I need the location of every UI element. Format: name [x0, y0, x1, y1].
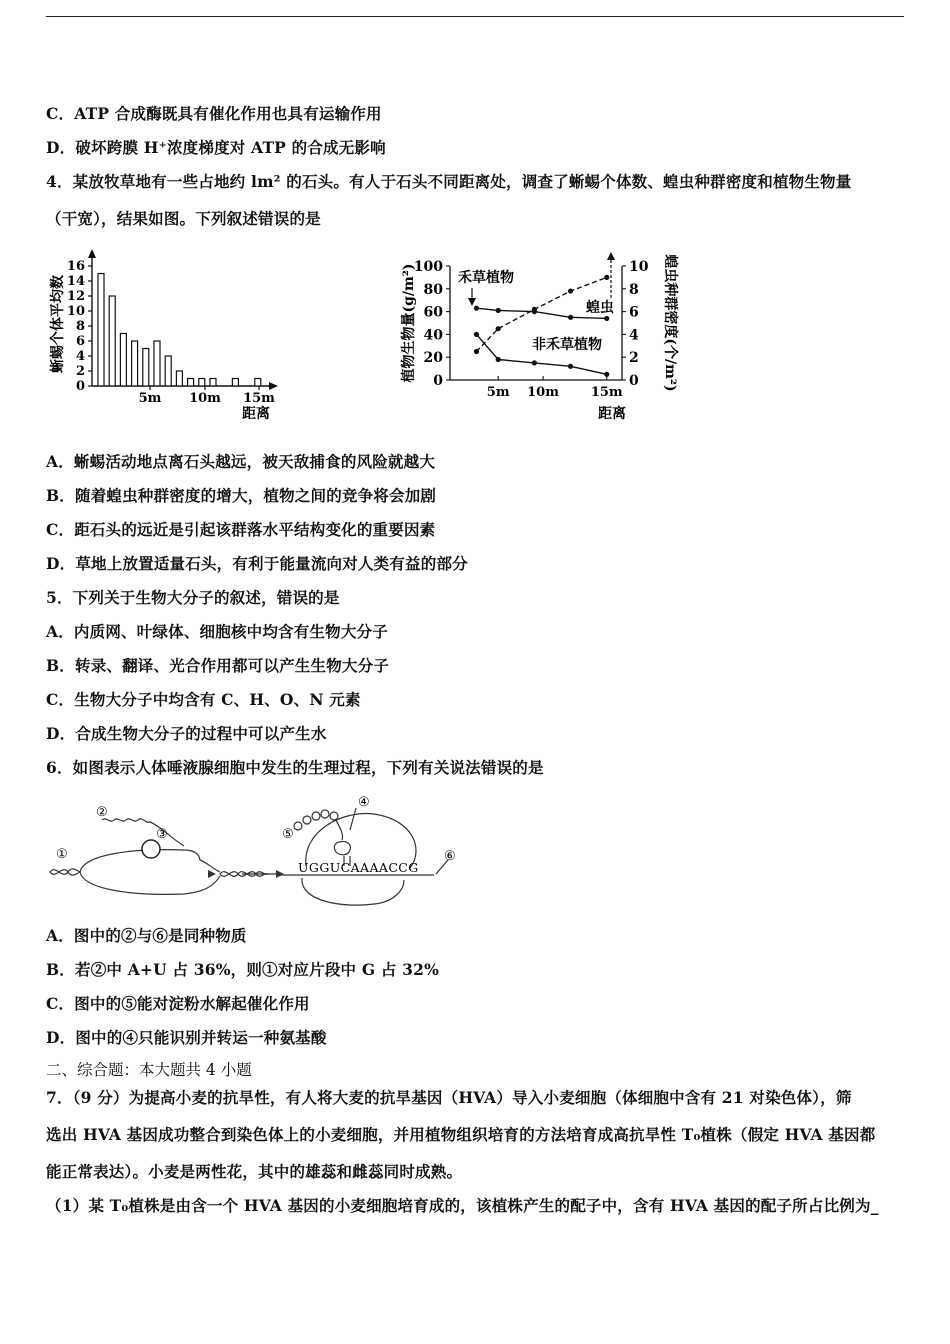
q7-line3: 能正常表达）。小麦是两性花，其中的雄蕊和雌蕊同时成熟。 [46, 1162, 463, 1181]
chart1-bar [188, 379, 194, 387]
chart1-bar [210, 379, 216, 387]
chart1-x-arrow [269, 382, 278, 390]
q6-option-d: D．图中的④只能识别并转运一种氨基酸 [46, 1028, 327, 1047]
mrna-sequence: UGGUCAAAACCG [298, 860, 419, 875]
chart2-left-tick-label: 100 [413, 259, 443, 275]
q3-option-c: C．ATP 合成酶既具有催化作用也具有运输作用 [46, 104, 382, 123]
process-arrowhead [276, 870, 284, 878]
chart1-bar [232, 379, 238, 387]
top-rule [46, 16, 904, 17]
q4-option-b: B．随着蝗虫种群密度的增大，植物之间的竞争将会加剧 [46, 486, 437, 505]
chart2-left-tick-label: 40 [423, 327, 443, 344]
chart1-bar [109, 296, 115, 386]
chart1-bar [120, 334, 126, 387]
chart2-point [474, 332, 479, 337]
chart2-point [532, 360, 537, 365]
annotation-nongrass: 非禾草植物 [532, 337, 602, 353]
chart2-ylabel-right: 蝗虫种群密度(个/m²) [662, 254, 678, 392]
chart2-right-tick-label: 8 [629, 281, 639, 298]
chart2-left-tick-label: 60 [423, 304, 443, 321]
chart2-point [496, 326, 501, 331]
q4-option-a: A．蜥蜴活动地点离石头越远，被天敌捕食的风险就越大 [46, 452, 436, 471]
chart2-right-tick-label: 2 [629, 350, 639, 367]
transcription-translation-diagram [44, 790, 464, 910]
chart1-ytick-label: 0 [75, 379, 85, 394]
chart1-bar [143, 349, 149, 387]
chart2-ylabel-left: 植物生物量(g/m²) [401, 263, 417, 383]
q5-option-d: D．合成生物大分子的过程中可以产生水 [46, 724, 327, 743]
q7-line2: 选出 HVA 基因成功整合到染色体上的小麦细胞，并用植物组织培育的方法培育成高抗旱性 T₀植株（假定 HVA 基因都 [46, 1125, 876, 1144]
chart2-left-tick-label: 20 [423, 350, 443, 367]
chart2-right-tick-label: 4 [629, 327, 639, 344]
q4-stem-line2: （干宽），结果如图。下列叙述错误的是 [46, 209, 321, 228]
q3-option-d: D．破坏跨膜 H⁺浓度梯度对 ATP 的合成无影响 [46, 138, 386, 157]
chart2-point [532, 307, 537, 312]
chart1-xtick-label: 5m [138, 391, 162, 406]
chart2-point [496, 357, 501, 362]
chart1-ytick-label: 4 [75, 349, 85, 364]
chart1-ytick-label: 2 [75, 364, 85, 379]
q5-stem: 5．下列关于生物大分子的叙述，错误的是 [46, 588, 340, 607]
chart2-xlabel: 距离 [598, 406, 626, 422]
q6-option-c: C．图中的⑤能对淀粉水解起催化作用 [46, 994, 310, 1013]
chart1-xtick-label: 15m [243, 391, 275, 406]
chart1-bar [132, 341, 138, 386]
chart2-point [568, 315, 573, 320]
q6-option-a: A．图中的②与⑥是同种物质 [46, 926, 247, 945]
chart1-ytick-label: 8 [75, 319, 85, 334]
q5-option-a: A．内质网、叶绿体、细胞核中均含有生物大分子 [46, 622, 388, 641]
chart1-bar [255, 379, 261, 387]
chart2-point [474, 306, 479, 311]
chart1-ytick-label: 14 [66, 274, 85, 289]
chart1-ylabel: 蜥蜴个体平均数 [50, 275, 66, 373]
chart2-right-tick-label: 6 [629, 304, 639, 321]
chart2-xtick-label: 5m [486, 385, 510, 400]
chart2-point [568, 364, 573, 369]
chart2-right-tick-label: 10 [629, 259, 649, 275]
q5-option-c: C．生物大分子中均含有 C、H、O、N 元素 [46, 690, 361, 709]
chart2-point [604, 316, 609, 321]
biomass-line-chart [398, 238, 688, 428]
chart1-ytick-label: 12 [66, 289, 85, 304]
label-5: ⑤ [282, 827, 294, 842]
label-4: ④ [358, 795, 370, 810]
q7-line1: 7．（9 分）为提高小麦的抗旱性，有人将大麦的抗旱基因（HVA）导入小麦细胞（体细胞中含有 21 对染色体），筛 [46, 1088, 852, 1107]
chart1-xlabel: 距离 [242, 406, 270, 422]
chart2-point [474, 349, 479, 354]
chart1-ytick-label: 10 [66, 304, 85, 319]
q6-stem: 6．如图表示人体唾液腺细胞中发生的生理过程，下列有关说法错误的是 [46, 758, 544, 777]
chart2-xtick-label: 15m [590, 385, 623, 400]
q7-line4: （1）某 T₀植株是由含一个 HVA 基因的小麦细胞培育成的，该植株产生的配子中，含有 HVA 基因的配子所占比例为_ [46, 1196, 879, 1215]
chart2-left-tick-label: 80 [423, 281, 443, 298]
label-3: ③ [156, 827, 168, 842]
section-2-heading: 二、综合题：本大题共 4 小题 [46, 1061, 252, 1079]
chart2-point [604, 275, 609, 280]
chart1-bar [176, 371, 182, 386]
chart2-left-tick-label: 0 [433, 373, 443, 389]
chart1-ytick-label: 6 [75, 334, 85, 349]
q5-option-b: B．转录、翻译、光合作用都可以产生生物大分子 [46, 656, 390, 675]
chart2-right-tick-label: 0 [629, 373, 639, 389]
q4-option-d: D．草地上放置适量石头，有利于能量流向对人类有益的部分 [46, 554, 468, 573]
label-2: ② [96, 805, 108, 820]
q4-stem-line1: 4．某放牧草地有一些占地约 lm² 的石头。有人于石头不同距离处，调查了蜥蜴个体数、蝗虫种群密度和植物生物量 [46, 172, 852, 191]
q6-option-b: B．若②中 A+U 占 36%，则①对应片段中 G 占 32% [46, 960, 440, 979]
label-6: ⑥ [444, 849, 456, 864]
annotation-grass-arrowhead [468, 298, 476, 306]
chart1-bar [154, 341, 160, 386]
annotation-locust: 蝗虫 [586, 300, 614, 316]
chart1-bar [199, 379, 205, 387]
chart2-point [568, 288, 573, 293]
chart2-xtick-label: 10m [527, 385, 559, 400]
chart1-bar [98, 274, 104, 387]
chart1-ytick-label: 16 [66, 259, 85, 274]
annotation-locust-arrowhead [607, 252, 615, 260]
translation-panel [280, 808, 448, 905]
lizard-bar-chart [44, 246, 294, 426]
annotation-grass: 禾草植物 [458, 270, 514, 286]
label-1: ① [56, 847, 68, 862]
q4-option-c: C．距石头的远近是引起该群落水平结构变化的重要因素 [46, 520, 436, 539]
chart2-point [496, 308, 501, 313]
chart1-xtick-label: 10m [189, 391, 221, 406]
chart1-bar [165, 356, 171, 386]
chart1-y-arrow [88, 249, 96, 258]
